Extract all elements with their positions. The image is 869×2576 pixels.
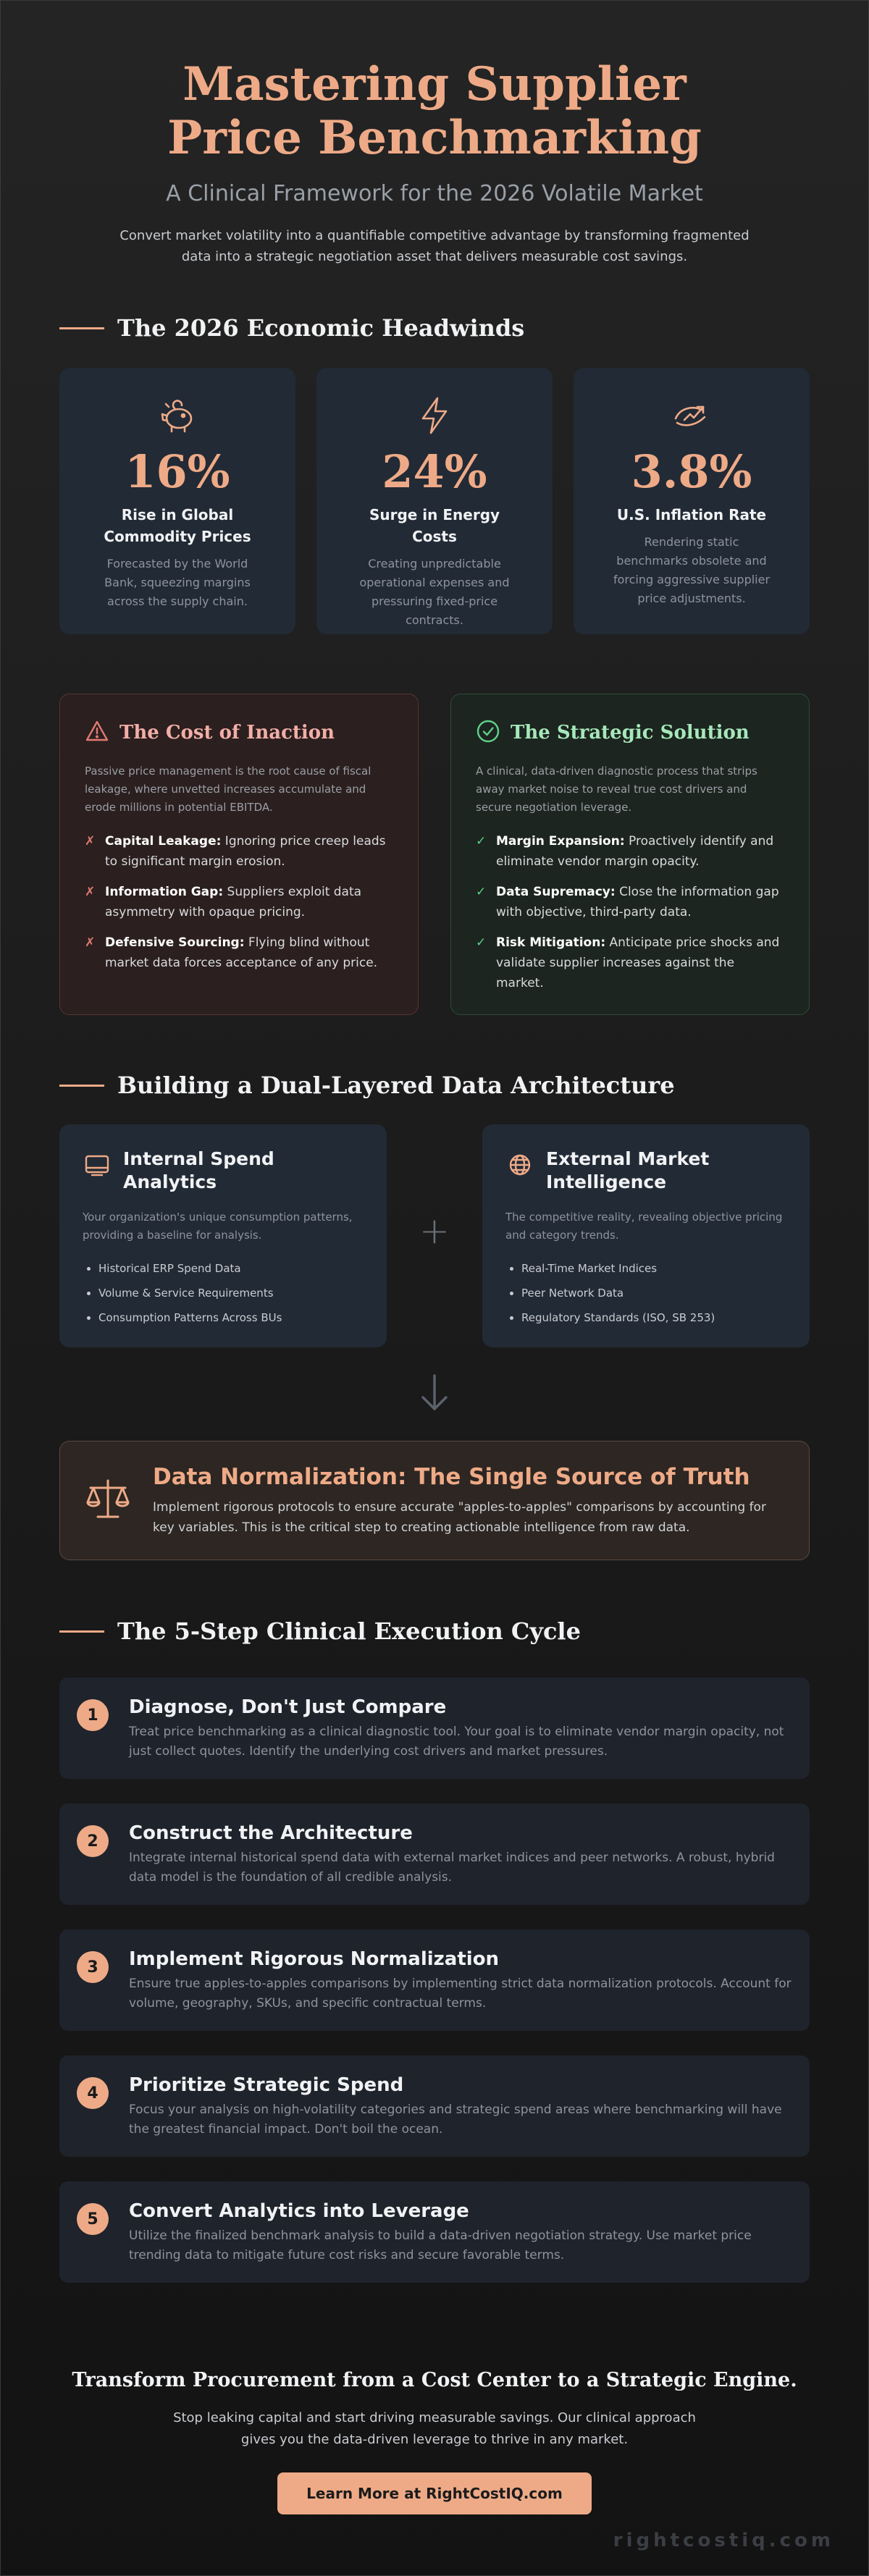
list-item: • Consumption Patterns Across BUs [98,1305,364,1330]
architecture-row [59,1124,810,1347]
list-item: • Peer Network Data [521,1281,786,1305]
step-text: Focus your analysis on high-volatility categories and strategic spend areas where benchmarking will have the greatest financial impact. Don't boil the ocean. [129,2103,782,2137]
stat-description: Creating unpredictable operational expenses and pressuring fixed-price contracts. [359,557,510,627]
step-card [59,1803,810,1905]
hero-intro: Convert market volatility into a quantifiable competitive advantage by transforming fragmented data into a strategic negotiation asset that delivers measurable cost savings. [119,228,750,264]
section-heading-architecture [59,1072,675,1099]
hero-section [59,58,810,267]
cost-intro: Passive price management is the root cause of fiscal leakage, where unvetted increases accumulate and erode millions in potential EBITDA. [85,765,371,814]
solution-title: The Strategic Solution [511,722,750,744]
laptop-icon [83,1150,112,1182]
check-icon: ✓ [476,885,487,899]
step-card [59,1678,810,1779]
step-card [59,2055,810,2157]
stat-label: Rise in Global Commodity Prices [104,506,251,545]
arrow-down-icon [416,1371,453,1418]
stat-label: U.S. Inflation Rate [616,506,767,523]
scales-icon [82,1473,134,1528]
solution-intro: A clinical, data-driven diagnostic process that strips away market noise to reveal true cost drivers and secure negotiation leverage. [476,765,757,814]
cost-of-inaction-panel [59,694,419,1015]
stats-row [59,368,810,634]
heading-accent-bar [59,327,104,329]
list-item: • Volume & Service Requirements [98,1281,364,1305]
external-description: The competitive reality, revealing objective pricing and category trends. [505,1211,783,1242]
learn-more-button[interactable]: Learn More at RightCostIQ.com [277,2472,592,2514]
list-item: ✗ Defensive Sourcing: Flying blind without market data forces acceptance of any price. [85,933,393,973]
stat-card [316,368,553,634]
piggy-bank-icon [59,394,295,437]
stat-card [574,368,810,634]
step-title: Prioritize Strategic Spend [129,2074,404,2096]
internal-title: Internal Spend Analytics [123,1148,274,1192]
list-item: ✗ Capital Leakage: Ignoring price creep leads to significant margin erosion. [85,831,393,872]
check-circle-icon [476,719,500,746]
cta-title: Transform Procurement from a Cost Center to a Strategic Engine. [72,2369,797,2391]
plus-icon: + [419,1210,450,1252]
external-market-card [482,1124,810,1347]
step-text: Ensure true apples-to-apples comparisons by implementing strict data normalization protocols. Account for volume, geography, SKUs, and specific contractual terms. [129,1977,792,2011]
cycle-heading: The 5-Step Clinical Execution Cycle [117,1617,581,1645]
list-item: ✓ Data Supremacy: Close the information gap with objective, third-party data. [476,882,784,922]
steps-list [59,1678,810,2307]
x-mark-icon: ✗ [85,834,96,849]
globe-icon [505,1150,534,1182]
normalization-text: Implement rigorous protocols to ensure accurate "apples-to-apples" comparisons by accounting for key variables. This is the critical step to creating actionable intelligence from raw data. [153,1499,766,1535]
x-mark-icon: ✗ [85,885,96,899]
internal-description: Your organization's unique consumption patterns, providing a baseline for analysis. [83,1211,353,1242]
step-number-badge: 3 [77,1951,109,1983]
stat-value: 3.8% [631,445,752,498]
check-icon: ✓ [476,834,487,849]
cost-title: The Cost of Inaction [119,722,335,744]
headwinds-heading: The 2026 Economic Headwinds [117,314,525,342]
list-item: ✓ Margin Expansion: Proactively identify and eliminate vendor margin opacity. [476,831,784,872]
step-title: Construct the Architecture [129,1822,413,1844]
step-text: Treat price benchmarking as a clinical diagnostic tool. Your goal is to eliminate vendor margin opacity, not just collect quotes. Identify the underlying cost drivers and market pressures. [129,1725,784,1759]
x-mark-icon: ✗ [85,935,96,950]
heading-accent-bar [59,1630,104,1633]
lightning-icon [316,394,553,437]
stat-card [59,368,295,634]
list-item: • Real-Time Market Indices [521,1256,786,1281]
page-title: Mastering Supplier Price Benchmarking [167,57,702,165]
step-card [59,1929,810,2031]
stat-value: 24% [382,445,487,498]
site-watermark: rightcostiq.com [613,2530,834,2551]
stat-description: Forecasted by the World Bank, squeezing margins across the supply chain. [104,557,251,608]
list-item: • Historical ERP Spend Data [98,1256,364,1281]
list-item: • Regulatory Standards (ISO, SB 253) [521,1305,786,1330]
inflation-icon [574,394,810,437]
section-heading-headwinds [59,314,524,342]
external-title: External Market Intelligence [546,1148,710,1192]
step-number-badge: 1 [77,1699,109,1731]
page-subtitle: A Clinical Framework for the 2026 Volatile Market [166,181,703,206]
step-text: Integrate internal historical spend data with external market indices and peer networks. A robust, hybrid data model is the foundation of all credible analysis. [129,1851,775,1885]
step-number-badge: 2 [77,1825,109,1857]
cta-section [59,2369,810,2514]
stat-description: Rendering static benchmarks obsolete and forcing aggressive supplier price adjustments. [613,535,771,605]
warning-icon [85,719,109,746]
strategic-solution-panel [450,694,810,1015]
cta-text: Stop leaking capital and start driving measurable savings. Our clinical approach gives you the data-driven leverage to thrive in any market. [173,2410,696,2447]
step-number-badge: 4 [77,2077,109,2109]
step-number-badge: 5 [77,2203,109,2235]
step-title: Implement Rigorous Normalization [129,1948,500,1970]
list-item: ✓ Risk Mitigation: Anticipate price shocks and validate supplier increases against the market. [476,933,784,993]
architecture-heading: Building a Dual-Layered Data Architecture [117,1072,675,1099]
step-title: Convert Analytics into Leverage [129,2200,469,2222]
internal-spend-card [59,1124,387,1347]
list-item: ✗ Information Gap: Suppliers exploit data asymmetry with opaque pricing. [85,882,393,922]
step-text: Utilize the finalized benchmark analysis to build a data-driven negotiation strategy. Use market price trending data to mitigate future cost risks and secure favorable terms. [129,2228,752,2263]
stat-value: 16% [125,445,230,498]
normalization-callout [59,1441,810,1560]
normalization-title: Data Normalization: The Single Source of Truth [153,1463,750,1490]
check-icon: ✓ [476,935,487,950]
section-heading-cycle [59,1617,581,1645]
stat-label: Surge in Energy Costs [369,506,500,545]
step-card [59,2181,810,2283]
heading-accent-bar [59,1085,104,1087]
cost-solution-row [59,694,810,1015]
step-title: Diagnose, Don't Just Compare [129,1696,447,1718]
